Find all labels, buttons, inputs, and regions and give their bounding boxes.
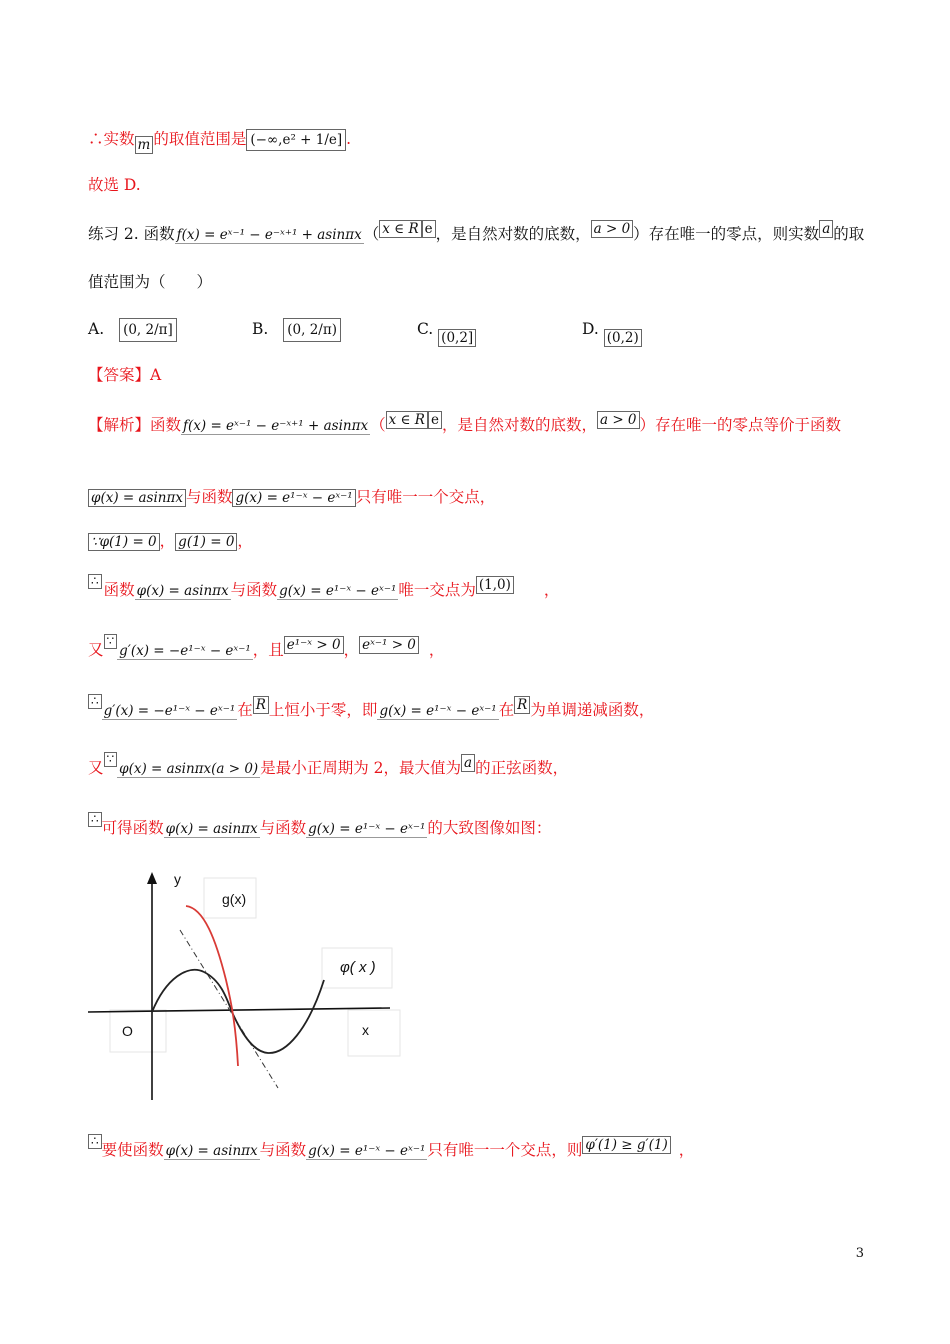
domain-box: x ∈ R <box>379 220 421 238</box>
text: ， <box>543 581 560 599</box>
therefore-box: ∴ <box>88 694 102 709</box>
text: 只有唯一一个交点，则 <box>427 1141 583 1159</box>
analysis-function: f(x) = eˣ⁻¹ − e⁻ˣ⁺¹ + asinπx <box>183 417 369 434</box>
g-label: g(x) <box>222 891 247 907</box>
option-a <box>88 318 177 342</box>
exercise-line-2: 值范围为（ ） <box>88 273 213 291</box>
text: ， <box>159 532 176 550</box>
g-formula: g(x) = e¹⁻ˣ − eˣ⁻¹ <box>308 820 426 837</box>
range-text: (−∞,e² + 1/e] <box>250 132 343 148</box>
text: 唯一交点为 <box>398 581 476 599</box>
text: ， <box>428 641 445 659</box>
phi-full-formula: φ(x) = asinπx(a > 0) <box>119 760 259 777</box>
option-d <box>582 318 642 347</box>
text: . <box>346 130 352 148</box>
option-b <box>252 318 341 342</box>
text: 上恒小于零，即 <box>268 701 378 719</box>
analysis-line-4 <box>88 574 878 601</box>
o-label-box <box>110 1010 166 1052</box>
g-formula: g(x) = e¹⁻ˣ − eˣ⁻¹ <box>279 582 397 599</box>
option-label: A. <box>88 320 105 338</box>
option-value: (0,2) <box>604 329 642 347</box>
phi-formula: φ(x) = asinπx <box>165 820 258 837</box>
conclusion-line <box>88 128 878 154</box>
inequality-2: eˣ⁻¹ > 0 <box>359 636 419 654</box>
e-box: e <box>428 411 442 429</box>
text: ，是自然对数的底数， <box>441 416 597 434</box>
text: 可得函数 <box>101 819 164 837</box>
origin-label: O <box>122 1023 133 1039</box>
analysis-line-5 <box>88 634 878 661</box>
text: 在 <box>498 701 515 719</box>
text: 在 <box>237 701 253 719</box>
option-value: (0, 2/π] <box>119 318 177 342</box>
analysis-line-9 <box>88 1134 878 1161</box>
text: 的大致图像如图： <box>427 819 552 837</box>
text: 练习 2. 函数 <box>88 225 175 243</box>
analysis-line-3 <box>88 530 878 552</box>
condition-box: a > 0 <box>591 220 634 238</box>
because-box: ∵ <box>104 752 118 767</box>
option-label: C. <box>417 320 434 338</box>
analysis-line-1 <box>88 411 878 436</box>
therefore-box: ∴ <box>88 574 102 589</box>
text: 与函数 <box>259 1141 307 1159</box>
option-label: D. <box>582 320 599 338</box>
function-graph <box>86 860 406 1105</box>
text: 又 <box>88 641 104 659</box>
phi-formula: φ(x) = asinπx <box>136 582 229 599</box>
text: 【解析】函数 <box>88 416 182 434</box>
inequality-1: e¹⁻ˣ > 0 <box>284 636 344 654</box>
y-label: y <box>174 871 181 887</box>
x-label-box <box>348 1010 400 1056</box>
text: ，且 <box>252 641 284 659</box>
text: 的取 <box>833 225 865 243</box>
option-label: B. <box>252 320 269 338</box>
text: ， <box>343 641 360 659</box>
g-prime-formula: g′(x) = −e¹⁻ˣ − eˣ⁻¹ <box>103 702 236 719</box>
var-a: a <box>819 220 833 238</box>
r-box: R <box>514 696 530 714</box>
text: ∴实数 <box>88 130 135 148</box>
text: 只有唯一一个交点， <box>355 488 496 506</box>
text: 与函数 <box>185 488 233 506</box>
domain-box: x ∈ R <box>386 411 428 429</box>
choose-d-line: 故选 D. <box>88 176 141 194</box>
text: 要使函数 <box>101 1141 164 1159</box>
g-formula: g(x) = e¹⁻ˣ − eˣ⁻¹ <box>232 489 355 507</box>
text: （ <box>370 416 386 434</box>
var-m: m <box>135 136 154 154</box>
g-at-1: g(1) = 0 <box>175 533 237 551</box>
text: 与函数 <box>230 581 278 599</box>
g-curve <box>186 906 238 1066</box>
x-label: x <box>362 1022 369 1038</box>
y-axis-arrow-icon <box>147 872 157 884</box>
therefore-box: ∴ <box>88 1134 102 1149</box>
text: 又 <box>88 759 104 777</box>
analysis-line-2 <box>88 486 878 508</box>
option-value: (0,2] <box>438 329 476 347</box>
because-box: ∵ <box>104 634 118 649</box>
condition-box: a > 0 <box>597 411 640 429</box>
analysis-line-8 <box>88 812 878 839</box>
option-value: (0, 2/π) <box>283 318 341 342</box>
exercise-function: f(x) = eˣ⁻¹ − e⁻ˣ⁺¹ + asinπx <box>176 226 362 243</box>
phi-formula: φ(x) = asinπx <box>165 1142 258 1159</box>
analysis-line-6 <box>88 694 878 721</box>
phi-at-1: ∵φ(1) = 0 <box>88 533 160 551</box>
answer-line: 【答案】A <box>88 366 162 384</box>
range-box <box>246 129 346 151</box>
text: 函数 <box>103 581 135 599</box>
text: ）存在唯一的零点，则实数 <box>633 225 820 243</box>
text: 的正弦函数， <box>475 759 569 777</box>
page-number: 3 <box>855 1246 864 1261</box>
therefore-box: ∴ <box>88 812 102 827</box>
point-box: (1,0) <box>476 576 514 594</box>
g-formula: g(x) = e¹⁻ˣ − eˣ⁻¹ <box>308 1142 426 1159</box>
exercise-line <box>88 220 878 245</box>
g-formula: g(x) = e¹⁻ˣ − eˣ⁻¹ <box>379 702 497 719</box>
text: 的取值范围是 <box>153 130 247 148</box>
text: 与函数 <box>259 819 307 837</box>
text: （ <box>363 225 380 243</box>
text: 是最小正周期为 2，最大值为 <box>260 759 461 777</box>
phi-label: φ( x ) <box>340 959 376 976</box>
text: ， <box>678 1141 695 1159</box>
text: 为单调递减函数， <box>530 701 655 719</box>
option-c <box>417 318 476 347</box>
g-prime-formula: g′(x) = −e¹⁻ˣ − eˣ⁻¹ <box>119 642 251 659</box>
text: ）存在唯一的零点等价于函数 <box>639 416 842 434</box>
e-box: e <box>422 220 436 238</box>
final-condition: φ′(1) ≥ g′(1) <box>582 1136 670 1154</box>
text: ， <box>237 532 253 550</box>
text: ，是自然对数的底数， <box>435 225 591 243</box>
r-box: R <box>253 696 269 714</box>
analysis-line-7 <box>88 752 878 779</box>
var-a: a <box>461 754 475 772</box>
phi-formula: φ(x) = asinπx <box>88 489 186 507</box>
